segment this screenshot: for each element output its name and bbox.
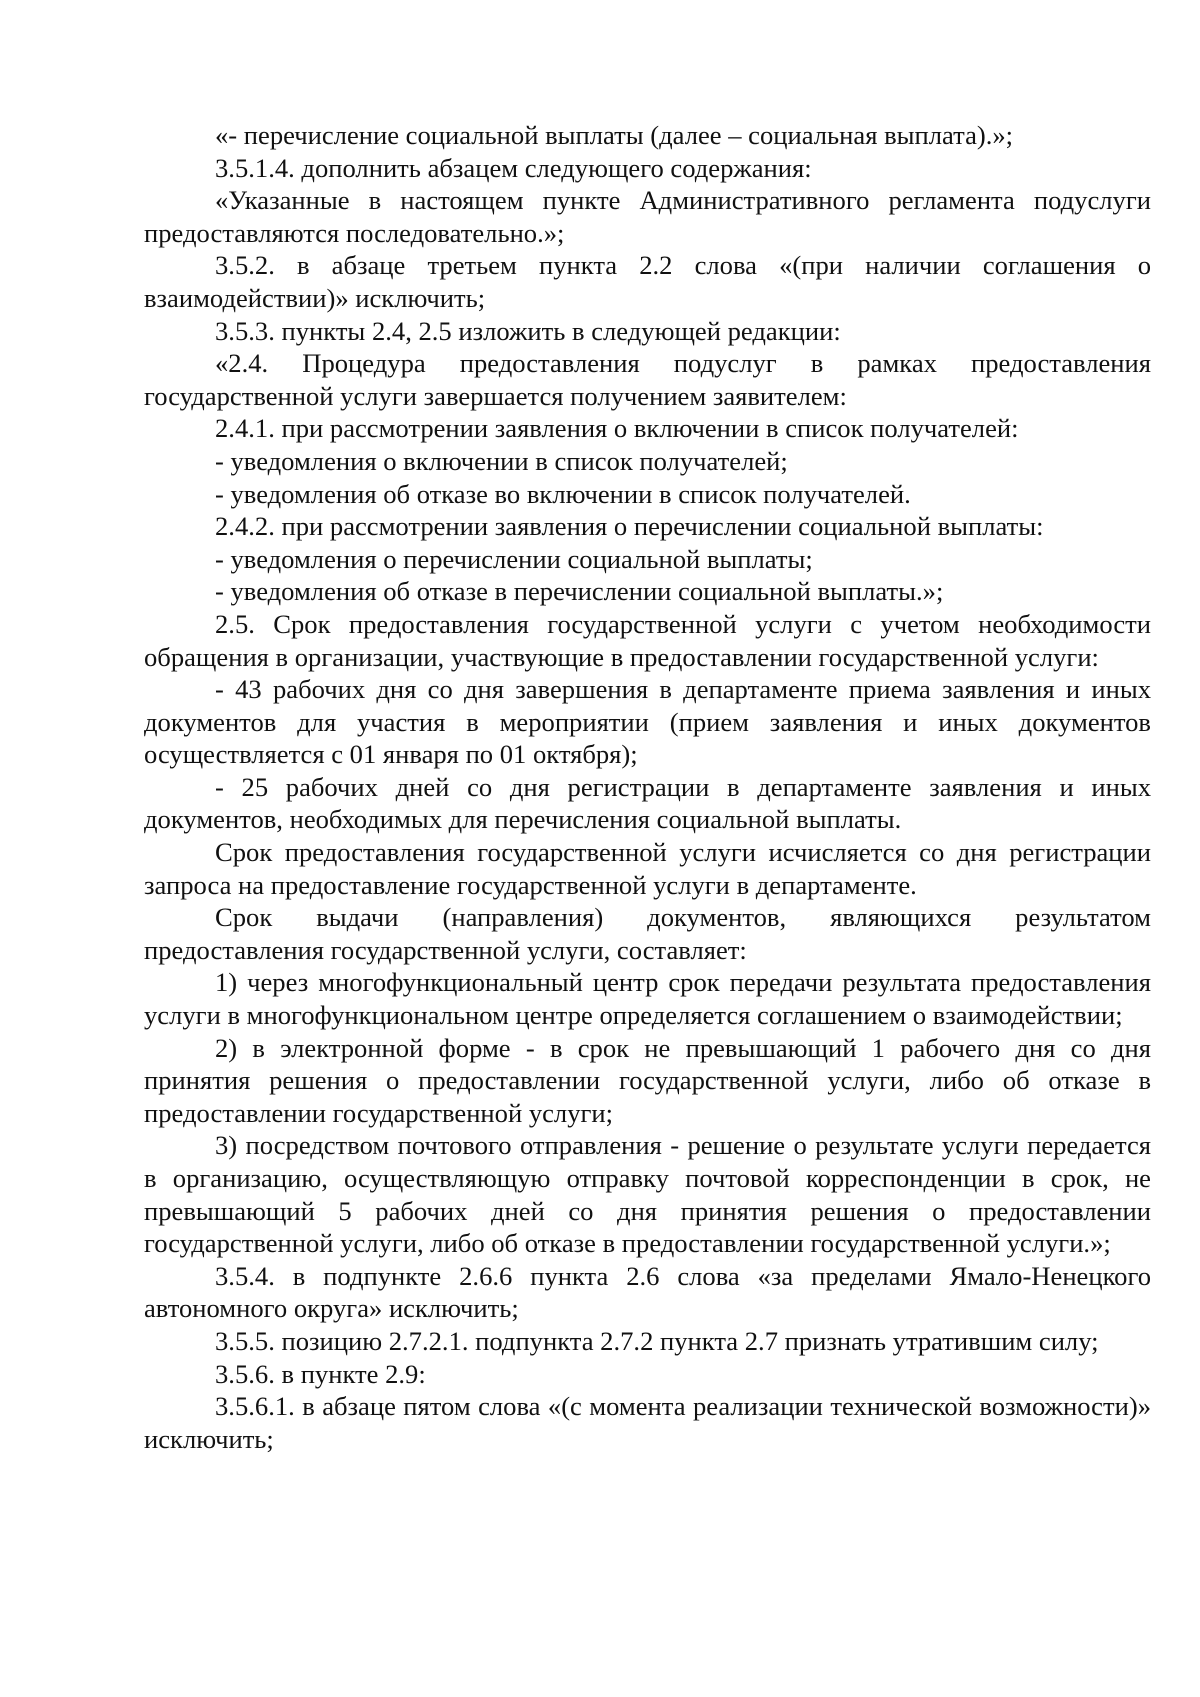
paragraph: 3.5.2. в абзаце третьем пункта 2.2 слова «(при наличии соглашения о взаимодействии)» исключить; bbox=[144, 250, 1151, 313]
paragraph: 3.5.1.4. дополнить абзацем следующего содержания: bbox=[215, 152, 812, 183]
paragraph: «- перечисление социальной выплаты (далее – социальная выплата).»; bbox=[215, 120, 1014, 150]
paragraph: - 43 рабочих дня со дня завершения в департаменте приема заявления и иных документов для участия в мероприятии (прием заявления и иных документов осуществляется с 01 января по 01 октября); bbox=[144, 674, 1151, 770]
paragraph: «Указанные в настоящем пункте Административного регламента подуслуги предоставляются последовательно.»; bbox=[144, 185, 1151, 248]
paragraph: 1) через многофункциональный центр срок передачи результата предоставления услуги в многофункциональном центре определяется соглашением о взаимодействии; bbox=[144, 967, 1151, 1031]
paragraph: 3.5.3. пункты 2.4, 2.5 изложить в следующей редакции: bbox=[215, 315, 841, 346]
paragraph: - 25 рабочих дней со дня регистрации в департаменте заявления и иных документов, необходимых для перечисления социальной выплаты. bbox=[144, 771, 1151, 835]
paragraph: 3) посредством почтового отправления - решение о результате услуги передается в организацию, осуществляющую отправку почтовой корреспонденции в срок, не превышающий 5 рабочих дней со дня принятия решения о предоставлении государственной услуги, либо об отказе в предоставлении государственной услуги.»; bbox=[144, 1130, 1151, 1259]
paragraph: Срок выдачи (направления) документов, являющихся результатом предоставления государственной услуги, составляет: bbox=[144, 902, 1151, 965]
document-body bbox=[144, 119, 1151, 1455]
paragraph: - уведомления о перечислении социальной выплаты; bbox=[215, 543, 813, 574]
paragraph: - уведомления о включении в список получателей; bbox=[215, 445, 788, 476]
paragraph: 2.5. Срок предоставления государственной услуги с учетом необходимости обращения в организации, участвующие в предоставлении государственной услуги: bbox=[144, 608, 1151, 672]
paragraph: Срок предоставления государственной услуги исчисляется со дня регистрации запроса на предоставление государственной услуги в департаменте. bbox=[144, 837, 1151, 900]
paragraph: - уведомления об отказе во включении в список получателей. bbox=[215, 478, 911, 509]
paragraph: «2.4. Процедура предоставления подуслуг в рамках предоставления государственной услуги завершается получением заявителем: bbox=[144, 348, 1151, 411]
paragraph: 3.5.6. в пункте 2.9: bbox=[215, 1358, 426, 1389]
paragraph: 3.5.6.1. в абзаце пятом слова «(с момента реализации технической возможности)» исключить; bbox=[144, 1391, 1151, 1454]
paragraph: 2.4.2. при рассмотрении заявления о перечислении социальной выплаты: bbox=[215, 511, 1044, 542]
paragraph: 2.4.1. при рассмотрении заявления о включении в список получателей: bbox=[215, 413, 1019, 444]
paragraph: - уведомления об отказе в перечислении социальной выплаты.»; bbox=[215, 576, 944, 607]
paragraph: 3.5.4. в подпункте 2.6.6 пункта 2.6 слова «за пределами Ямало-Ненецкого автономного округа» исключить; bbox=[144, 1260, 1151, 1324]
paragraph: 2) в электронной форме - в срок не превышающий 1 рабочего дня со дня принятия решения о предоставлении государственной услуги, либо об отказе в предоставлении государственной услуги; bbox=[144, 1032, 1151, 1128]
paragraph: 3.5.5. позицию 2.7.2.1. подпункта 2.7.2 пункта 2.7 признать утратившим силу; bbox=[215, 1325, 1099, 1356]
